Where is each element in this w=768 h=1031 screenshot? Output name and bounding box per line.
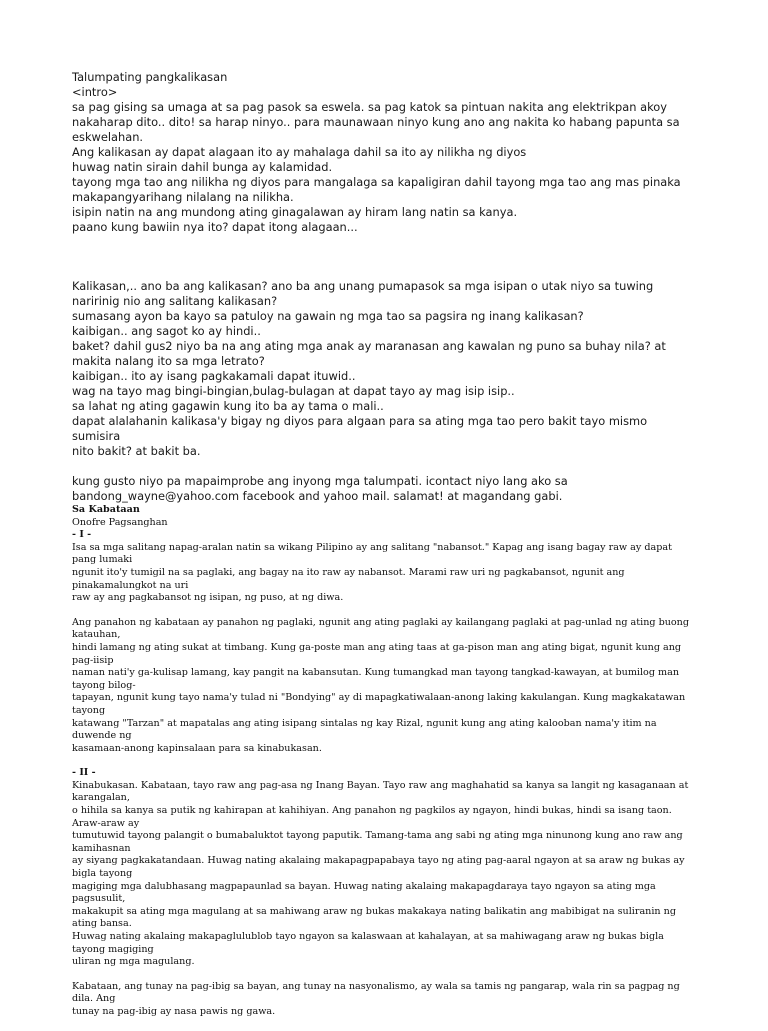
text-line: huwag natin sirain dahil bunga ay kalamidad. [72,160,333,174]
speech-closing [72,474,696,504]
text-line: sa pag gising sa umaga at sa pag pasok sa eswela. sa pag katok sa pintuan nakita ang elektrikpan akoy [72,100,667,114]
text-line: Ang panahon ng kabataan ay panahon ng paglaki, ngunit ang ating paglaki ay kailangang paglaki at pag-unlad ng ating buong katauhan, [72,616,689,641]
text-line: o hihila sa kanya sa putik ng kahirapan at kahihiyan. Ang panahon ng pagkilos ay ngayon, hindi bukas, hindi sa isang taon. Araw-araw ay [72,805,672,829]
text-line: Ang kalikasan ay dapat alagaan ito ay mahalaga dahil sa ito ay nilikha ng diyos [72,145,527,159]
text-line: ay siyang pagkakatandaan. Huwag nating akalaing makapagpapabaya tayo ng ating pag-aaral ngayon at sa araw ng bukas ay bigla tayong [72,855,685,880]
text-line: wag na tayo mag bingi-bingian,bulag-bulagan at dapat tayo ay mag isip isip.. [72,384,515,398]
text-line: kaibigan.. ang sagot ko ay hindi.. [72,324,261,338]
speech-intro [72,85,696,235]
text-line: eskwelahan. [72,130,144,144]
text-line: makita nalang ito sa mga letrato? [72,354,265,368]
text-line: tumutuwid tayong palangit o bumabaluktot tayong paputik. Tamang-tama ang sabi ng ating mga ninunong kung ano raw ang kamihasnan [72,830,683,854]
text-line: tapayan, ngunit kung tayo nama'y tulad ni "Bondying" ay di mapagkatiwalaan-anong laking kakulangan. Kung magkakatawan tayong [72,692,686,716]
text-line: dapat alalahanin kalikasa'y bigay ng diyos para algaan para sa ating mga tao pero bakit tayo mismo sumisira [72,414,648,443]
text-line: <intro> [72,85,118,99]
text-line: nito bakit? at bakit ba. [72,444,201,458]
text-line: magiging mga dalubhasang magpapaunlad sa bayan. Huwag nating akalaing makapagdaraya tayo ngayon sa ating mga pagsusulit, [72,880,656,905]
section-heading-2: - II - [72,767,96,779]
text-line: uliran ng mga magulang. [72,956,195,968]
speech-body [72,279,696,459]
text-line: naririnig nio ang salitang kalikasan? [72,294,278,308]
document-page [72,70,696,1031]
essay-section [72,504,696,1019]
text-line: bandong_wayne@yahoo.com facebook and yahoo mail. salamat! at magandang gabi. [72,489,563,503]
text-line: makakupit sa ating mga magulang at sa mahiwang araw ng bukas makakaya nating balikatin ang mabibigat na suliranin ng ating bansa. [72,905,676,930]
text-line: naman nati'y ga-kulisap lamang, kay pangit na kabansutan. Kung tumangkad man tayong tangkad-kawayan, at bumilog man tayong bilog- [72,667,680,691]
text-line: sa lahat ng ating gagawin kung ito ba ay tama o mali.. [72,399,384,413]
text-line: Kalikasan,.. ano ba ang kalikasan? ano ba ang unang pumapasok sa mga isipan o utak niyo sa tuwing [72,279,654,293]
text-line: makapangyarihang nilalang na nilikha. [72,190,294,204]
text-line: sumasang ayon ba kayo sa patuloy na gawain ng mga tao sa pagsira ng inang kalikasan? [72,309,584,323]
text-line: tunay na pag-ibig ay nasa pawis ng gawa. [72,1005,276,1017]
text-line: kaibigan.. ito ay isang pagkakamali dapat ituwid.. [72,369,356,383]
text-line: nakaharap dito.. dito! sa harap ninyo.. para maunawaan ninyo kung ano ang nakita ko habang papunta sa [72,115,680,129]
text-line: baket? dahil gus2 niyo ba na ang ating mga anak ay maranasan ang kawalan ng puno sa buhay nila? at [72,339,666,353]
text-line: raw ay ang pagkabansot ng isipan, ng puso, at ng diwa. [72,592,344,604]
text-line: kasamaan-anong kapinsalaan para sa kinabukasan. [72,742,322,754]
text-line: katawang "Tarzan" at mapatalas ang ating isipang sintalas ng kay Rizal, ngunit kung ang ating kalooban nama'y itim na duwende ng [72,717,657,742]
essay-paragraph [72,542,696,605]
spacer [72,235,696,279]
essay-paragraph [72,981,696,1019]
speech-section [72,70,696,504]
essay-paragraph [72,617,696,756]
text-line: kung gusto niyo pa mapaimprobe ang inyong mga talumpati. icontact niyo lang ako sa [72,474,568,488]
text-line: hindi lamang ng ating sukat at timbang. Kung ga-poste man ang ating taas at ga-pison man ang ating bigat, ngunit kung ang pag-iisip [72,641,682,666]
speech-title: Talumpating pangkalikasan [72,70,228,84]
text-line: Isa sa mga salitang napag-aralan natin sa wikang Pilipino ay ang salitang "nabansot." Kapag ang isang bagay raw ay dapat pang lumaki [72,541,672,566]
text-line: ngunit ito'y tumigil na sa paglaki, ang bagay na ito raw ay nabansot. Marami raw uri ng pagkabansot, ngunit ang pinakamalungkot na uri [72,566,625,591]
text-line: paano kung bawiin nya ito? dapat itong alagaan... [72,220,358,234]
spacer [72,459,696,474]
section-heading-1: - I - [72,529,92,541]
text-line: Kabataan, ang tunay na pag-ibig sa bayan, ang tunay na nasyonalismo, ay wala sa tamis ng pangarap, wala rin sa pagpag ng dila. Ang [72,980,680,1005]
text-line: Kinabukasan. Kabataan, tayo raw ang pag-asa ng Inang Bayan. Tayo raw ang maghahatid sa kanya sa langit ng kasaganaan at karangalan, [72,779,689,804]
essay-paragraph [72,780,696,969]
essay-author: Onofre Pagsanghan [72,516,168,528]
essay-title: Sa Kabataan [72,504,140,515]
text-line: tayong mga tao ang nilikha ng diyos para mangalaga sa kapaligiran dahil tayong mga tao ang mas pinaka [72,175,681,189]
text-line: Huwag nating akalaing makapaglulublob tayo ngayon sa kalaswaan at kahalayan, at sa mahiwagang araw ng bukas bigla tayong magiging [72,931,664,955]
text-line: isipin natin na ang mundong ating ginagalawan ay hiram lang natin sa kanya. [72,205,518,219]
